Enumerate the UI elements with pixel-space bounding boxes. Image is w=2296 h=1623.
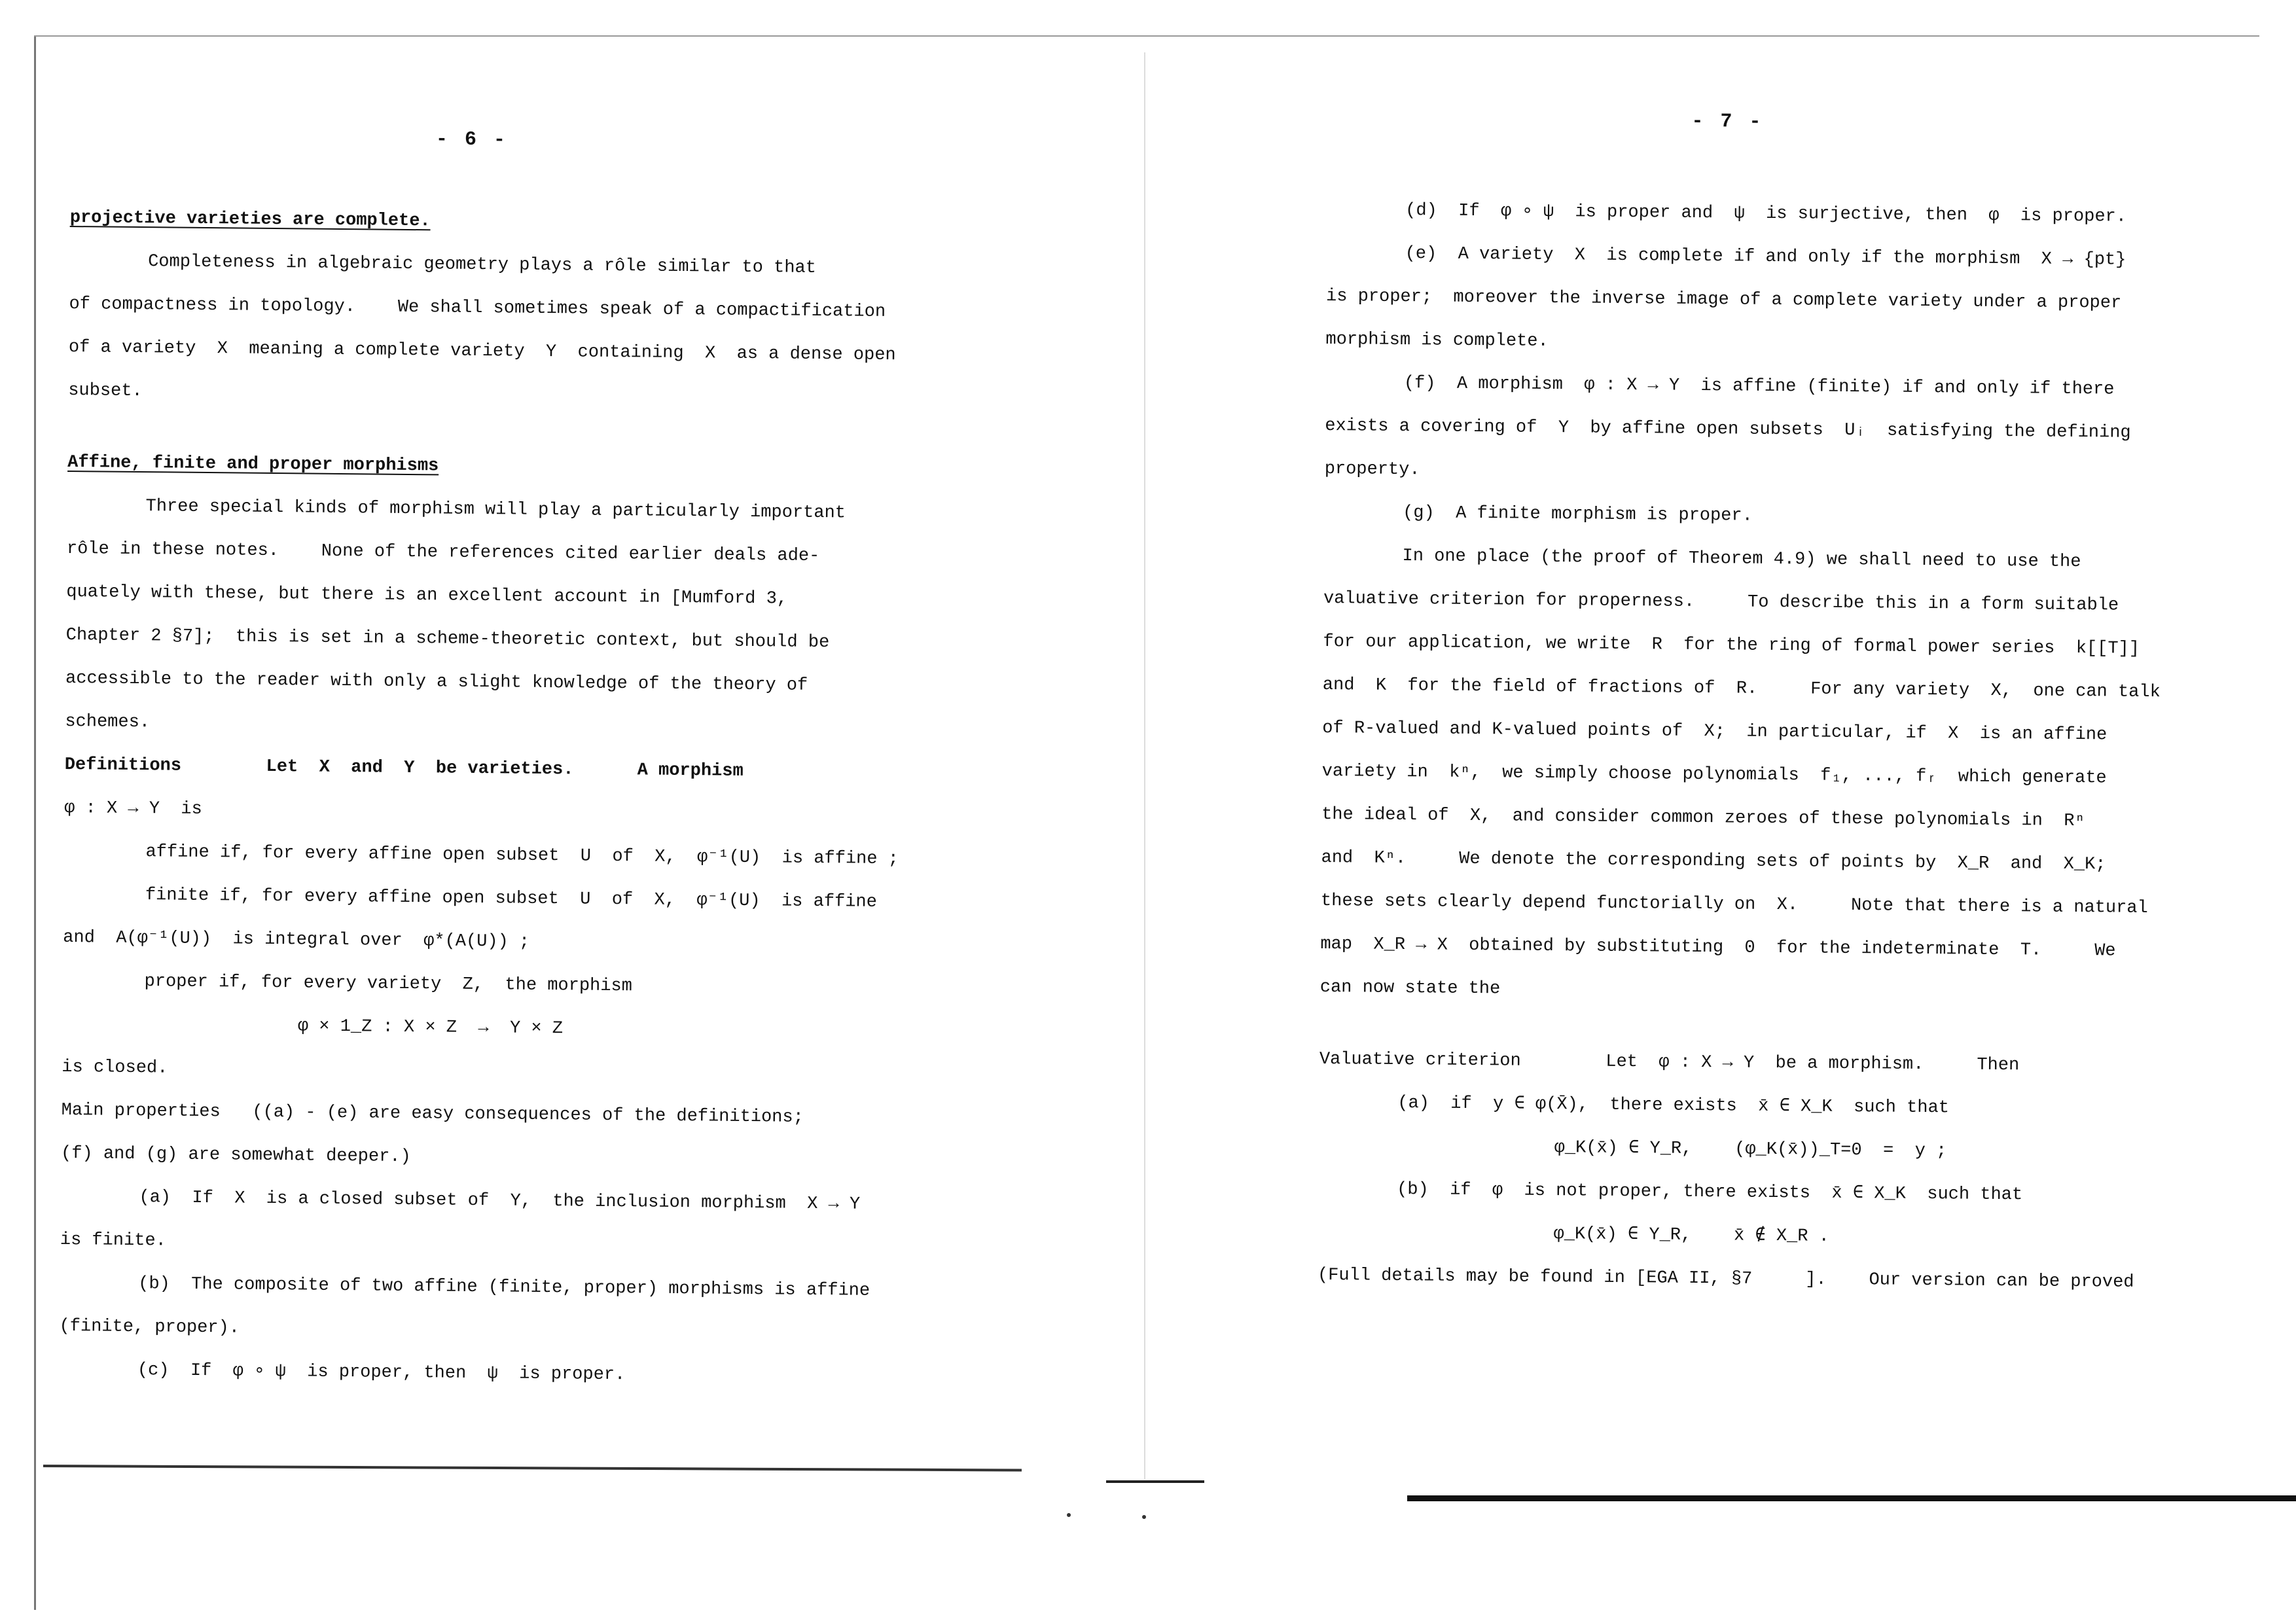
text-line: (a) If X is a closed subset of Y, the inclusion morphism X → Y: [139, 1188, 861, 1215]
text-line: Definitions Let X and Y be varieties. A morphism: [64, 755, 744, 781]
text-line: (a) if y ∈ φ(X̄), there exists x̄ ∈ X_K such that: [1397, 1093, 1950, 1118]
text-line: accessible to the reader with only a slight knowledge of the theory of: [65, 668, 808, 696]
text-line: the ideal of X, and consider common zeroes of these polynomials in Rⁿ: [1321, 804, 2085, 832]
text-line: Three special kinds of morphism will play a particularly important: [145, 497, 846, 524]
text-line: for our application, we write R for the ring of formal power series k[[T]]: [1323, 632, 2140, 659]
text-line: proper if, for every variety Z, the morphism: [144, 972, 633, 997]
text-line: φ × 1_Z : X × Z → Y × Z: [297, 1016, 564, 1039]
scan-left-edge: [34, 37, 36, 1610]
text-line: these sets clearly depend functorially on X. Note that there is a natural: [1320, 891, 2148, 918]
text-line: (f) and (g) are somewhat deeper.): [60, 1143, 411, 1168]
text-line: and A(φ⁻¹(U)) is integral over φ*(A(U)) ;: [63, 927, 530, 952]
text-line: φ_K(x̄) ∈ Y_R, x̄ ∉ X_R .: [1553, 1224, 1830, 1247]
text-line: finite if, for every affine open subset U of X, φ⁻¹(U) is affine: [145, 885, 878, 912]
text-line: is closed.: [62, 1057, 168, 1079]
text-line: (e) A variety X is complete if and only if the morphism X → {pt}: [1405, 244, 2126, 270]
text-line: (b) if φ is not proper, there exists x̄ ∈ X_K such that: [1397, 1179, 2023, 1205]
text-line: is finite.: [60, 1230, 166, 1251]
text-line: Valuative criterion Let φ : X → Y be a morphism. Then: [1319, 1049, 2020, 1076]
text-line: of R-valued and K-valued points of X; in particular, if X is an affine: [1322, 718, 2108, 745]
left-page: [57, 0, 949, 1579]
text-line: morphism is complete.: [1325, 329, 1549, 351]
text-line: of compactness in topology. We shall sometimes speak of a compactification: [69, 294, 886, 322]
book-spine: [1144, 52, 1145, 1479]
page-body: [1318, 188, 2204, 1305]
scan-speck: [1142, 1515, 1146, 1519]
text-line: projective varieties are complete.: [69, 207, 431, 232]
text-line: subset.: [68, 380, 143, 402]
text-line: is proper; moreover the inverse image of a complete variety under a proper: [1325, 286, 2122, 313]
text-line: (c) If φ ∘ ψ is proper, then ψ is proper.: [137, 1361, 626, 1385]
text-line: φ_K(x̄) ∈ Y_R, (φ_K(x̄))_T=0 = y ;: [1554, 1138, 1947, 1162]
text-line: and Kⁿ. We denote the corresponding sets of points by X_R and X_K;: [1321, 847, 2106, 875]
text-line: Completeness in algebraic geometry plays a rôle similar to that: [148, 252, 817, 278]
page-number: - 7 -: [1691, 110, 1764, 134]
scan-speck: [1067, 1513, 1071, 1517]
text-line: rôle in these notes. None of the references cited earlier deals ade-: [66, 539, 820, 567]
text-line: Chapter 2 §7]; this is set in a scheme-theoretic context, but should be: [65, 625, 830, 653]
text-line: affine if, for every affine open subset U of X, φ⁻¹(U) is affine ;: [145, 842, 899, 870]
text-line: (d) If φ ∘ ψ is proper and ψ is surjective, then φ is proper.: [1405, 201, 2127, 227]
text-line: (b) The composite of two affine (finite, proper) morphisms is affine: [138, 1274, 870, 1301]
text-line: can now state the: [1319, 977, 1501, 999]
text-line: (g) A finite morphism is proper.: [1403, 503, 1753, 526]
right-page: [1315, 0, 2206, 1578]
page-bottom-rule: [1407, 1495, 2296, 1501]
text-line: of a variety X meaning a complete variety Y containing X as a dense open: [68, 337, 896, 366]
text-line: (finite, proper).: [59, 1316, 240, 1338]
text-line: property.: [1324, 459, 1420, 480]
text-line: map X_R → X obtained by substituting 0 for the indeterminate T. We: [1320, 934, 2116, 961]
spine-mark: [1106, 1480, 1204, 1483]
text-line: In one place (the proof of Theorem 4.9) we shall need to use the: [1402, 546, 2081, 573]
text-line: Affine, finite and proper morphisms: [67, 452, 439, 476]
page-body: [59, 196, 947, 1400]
text-line: exists a covering of Y by affine open subsets Uᵢ satisfying the defining: [1325, 416, 2131, 443]
text-line: schemes.: [65, 711, 151, 733]
text-line: Main properties ((a) - (e) are easy consequences of the definitions;: [61, 1100, 804, 1128]
text-line: quately with these, but there is an excellent account in [Mumford 3,: [66, 582, 788, 609]
text-line: valuative criterion for properness. To describe this in a form suitable: [1323, 588, 2119, 616]
text-line: and K for the field of fractions of R. For any variety X, one can talk: [1322, 675, 2161, 703]
text-line: (f) A morphism φ : X → Y is affine (finite) if and only if there: [1403, 374, 2115, 400]
text-line: variety in kⁿ, we simply choose polynomials f₁, ..., fᵣ which generate: [1321, 761, 2107, 789]
text-line: (Full details may be found in [EGA II, §7 ]. Our version can be proved: [1317, 1265, 2134, 1293]
text-line: φ : X → Y is: [64, 798, 202, 819]
page-number: - 6 -: [435, 128, 509, 152]
